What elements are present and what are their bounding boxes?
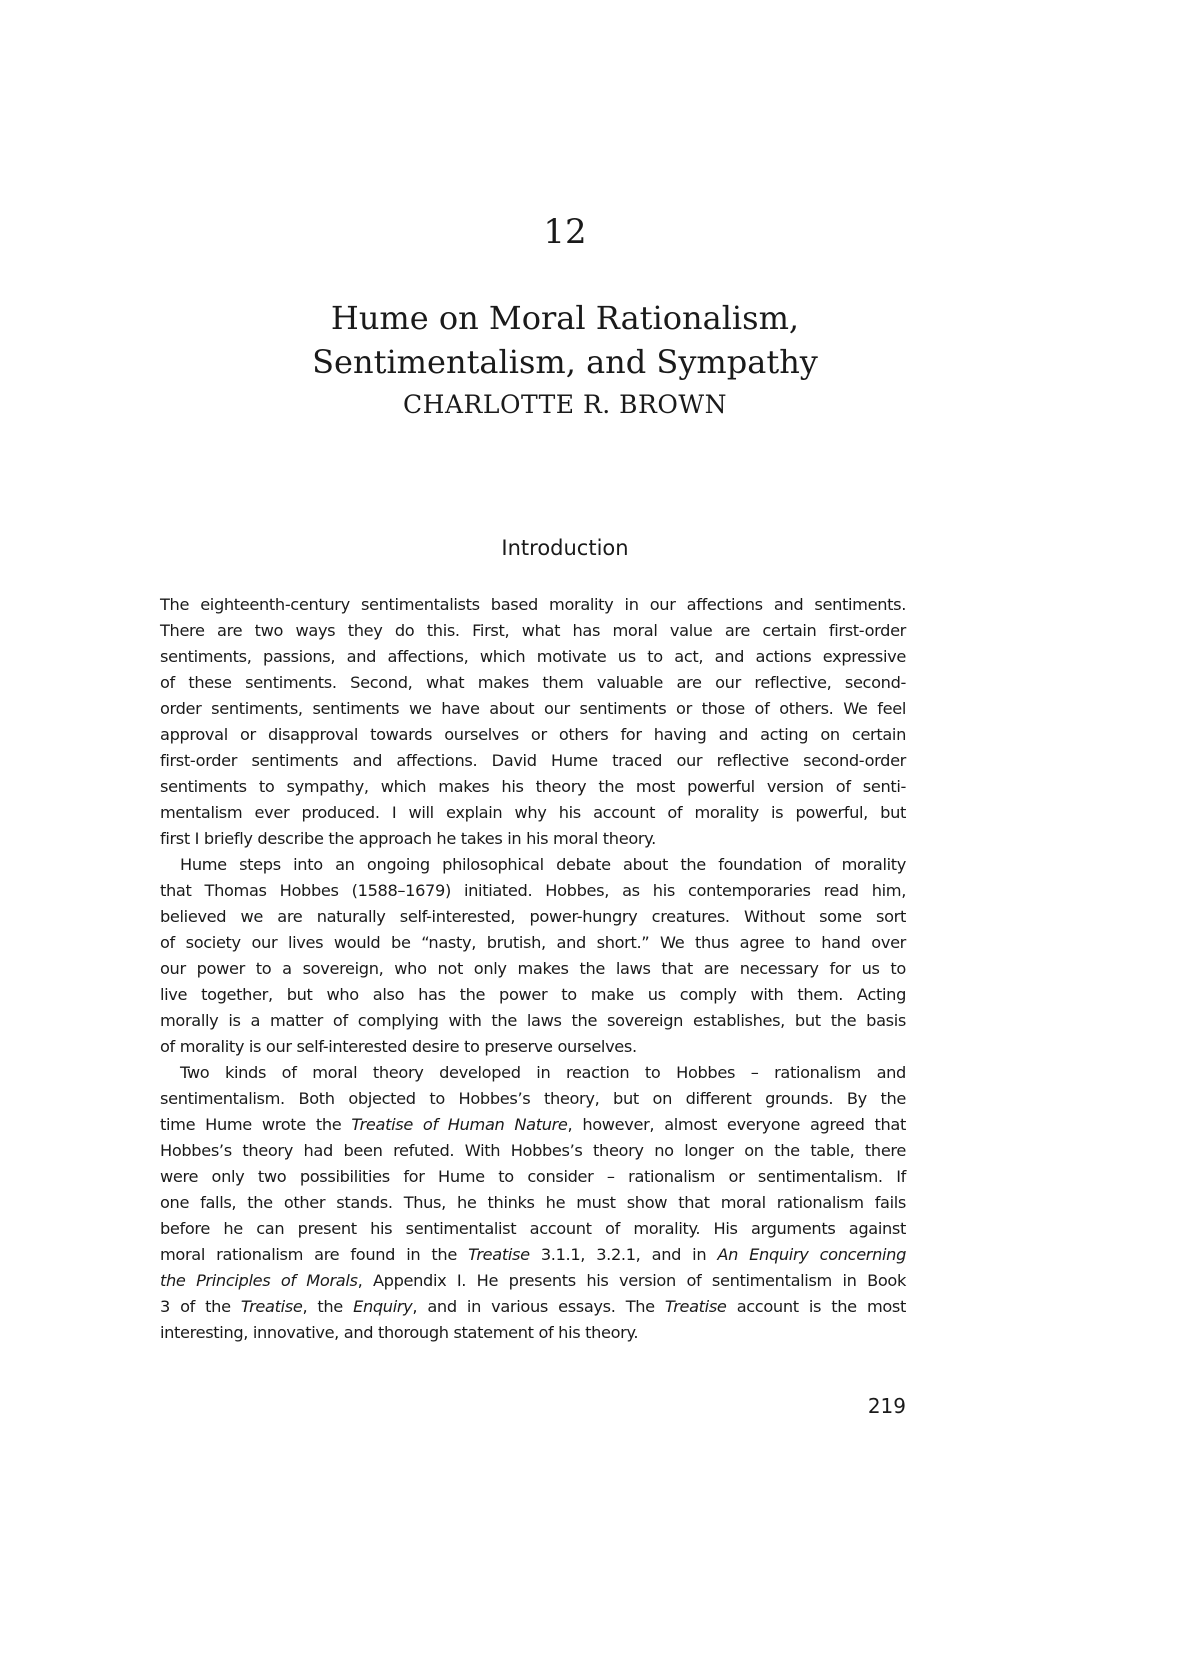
chapter-title-line-1: Hume on Moral Rationalism, [330,299,800,337]
text-segment: , Appendix I. He presents his version of sentimentalism in Book [357,1271,906,1290]
paragraph-2 [160,852,906,1060]
book-title-italic: Treatise of Human Nature [351,1115,568,1134]
body-text [160,592,906,1346]
text-line: sentiments to sympathy, which makes his theory the most powerful version of senti- [160,777,906,796]
chapter-title [0,296,1130,384]
text-line: believed we are naturally self-interested, power-hungry creatures. Without some sort [160,907,906,926]
text-line: our power to a sovereign, who not only makes the laws that are necessary for us to [160,959,906,978]
text-line: of morality is our self-interested desire to preserve ourselves. [160,1037,637,1056]
book-title-italic: the Principles of Morals [160,1271,358,1290]
text-segment: moral rationalism are found in the [160,1245,469,1264]
text-line: interesting, innovative, and thorough statement of his theory. [160,1323,639,1342]
text-line: mentalism ever produced. I will explain why his account of morality is powerful, but [160,803,906,822]
section-heading: Introduction [501,536,629,560]
text-line: before he can present his sentimentalist account of morality. His arguments against [160,1219,906,1238]
text-line: that Thomas Hobbes (1588–1679) initiated. Hobbes, as his contemporaries read him, [160,881,906,900]
text-line: approval or disapproval towards ourselves or others for having and acting on certain [160,725,906,744]
chapter-title-line-2: Sentimentalism, and Sympathy [312,343,818,381]
text-line: of society our lives would be “nasty, brutish, and short.” We thus agree to hand over [160,933,906,952]
text-line: order sentiments, sentiments we have about our sentiments or those of others. We feel [160,699,906,718]
text-line [160,1294,906,1320]
text-segment: time Hume wrote the [160,1115,352,1134]
paragraph-1 [160,592,906,852]
text-line: sentiments, passions, and affections, which motivate us to act, and actions expressive [160,647,906,666]
text-line: Two kinds of moral theory developed in reaction to Hobbes – rationalism and [180,1063,906,1082]
text-segment: 3.1.1, 3.2.1, and in [529,1245,718,1264]
paragraph-3 [160,1060,906,1346]
text-line [160,1242,906,1268]
book-title-italic: Treatise [664,1297,727,1316]
text-line: The eighteenth-century sentimentalists based morality in our affections and sentiments. [160,595,906,614]
text-line: morally is a matter of complying with the laws the sovereign establishes, but the basis [160,1011,906,1030]
text-segment: , the [302,1297,354,1316]
text-line: Hume steps into an ongoing philosophical debate about the foundation of morality [180,855,906,874]
text-segment: , however, almost everyone agreed that [567,1115,906,1134]
text-segment: 3 of the [160,1297,241,1316]
book-title-italic: Enquiry [353,1297,413,1316]
text-segment: , and in various essays. The [412,1297,665,1316]
text-line: were only two possibilities for Hume to consider – rationalism or sentimentalism. If [160,1167,906,1186]
book-title-italic: Treatise [240,1297,303,1316]
text-line: first I briefly describe the approach he takes in his moral theory. [160,829,656,848]
text-line: sentimentalism. Both objected to Hobbes’s theory, but on different grounds. By the [160,1089,906,1108]
book-title-italic: An Enquiry concerning [717,1245,906,1264]
text-line: of these sentiments. Second, what makes them valuable are our reflective, second- [160,673,906,692]
chapter-number: 12 [543,212,587,252]
text-line [160,1112,906,1138]
text-line: Hobbes’s theory had been refuted. With Hobbes’s theory no longer on the table, there [160,1141,906,1160]
text-line [160,1268,906,1294]
text-line: live together, but who also has the power to make us comply with them. Acting [160,985,906,1004]
text-line: one falls, the other stands. Thus, he thinks he must show that moral rationalism fails [160,1193,906,1212]
author-name: CHARLOTTE R. BROWN [403,390,727,419]
text-line: first-order sentiments and affections. David Hume traced our reflective second-order [160,751,906,770]
text-line: There are two ways they do this. First, what has moral value are certain first-order [160,621,906,640]
book-title-italic: Treatise [468,1245,530,1264]
page-number: 219 [867,1394,906,1418]
text-segment: account is the most [726,1297,906,1316]
